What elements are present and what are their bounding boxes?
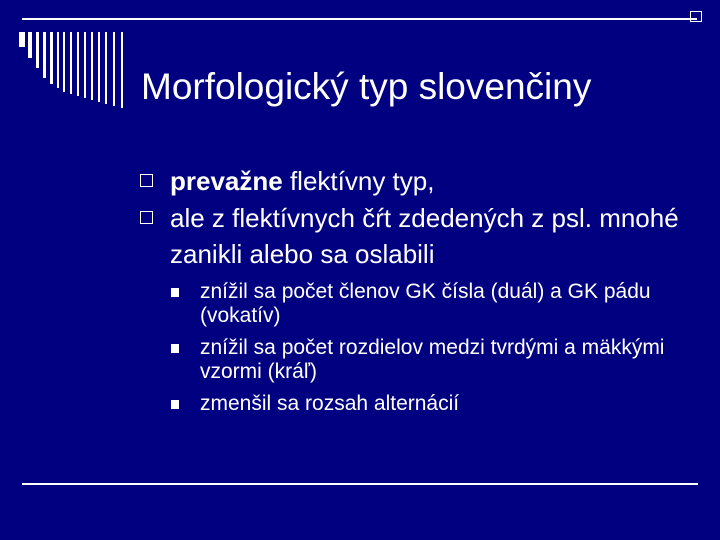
slide-body — [140, 163, 700, 424]
hollow-square-bullet-icon — [140, 211, 153, 224]
filled-square-bullet-icon — [171, 288, 179, 297]
slide-title: Morfologický typ slovenčiny — [141, 66, 592, 107]
sub-bullet-list — [171, 280, 700, 416]
bullet-text: ale z flektívnych čŕt zdedených z psl. mnohé zanikli alebo sa oslabili — [170, 203, 679, 269]
filled-square-bullet-icon — [171, 400, 179, 409]
corner-square-decoration — [690, 11, 702, 22]
sub-bullet-item — [171, 392, 700, 416]
filled-square-bullet-icon — [171, 344, 179, 353]
bullet-rest-text: flektívny typ, — [282, 166, 435, 196]
top-rule — [22, 18, 697, 20]
bullet-text — [140, 163, 700, 199]
sub-bullet-text: znížil sa počet rozdielov medzi tvrdými a mäkkými vzormi (kráľ) — [200, 336, 665, 383]
bullet-item — [140, 163, 700, 199]
sub-bullet-text: zmenšil sa rozsah alternácií — [200, 392, 460, 415]
sub-bullet-text: znížil sa počet členov GK čísla (duál) a GK pádu (vokatív) — [200, 280, 651, 327]
hollow-square-bullet-icon — [140, 174, 153, 187]
bullet-item — [140, 200, 700, 272]
sub-bullet-item — [171, 336, 700, 384]
sub-bullet-item — [171, 280, 700, 328]
bottom-rule — [22, 483, 698, 485]
bullet-bold-text: prevažne — [170, 166, 283, 196]
